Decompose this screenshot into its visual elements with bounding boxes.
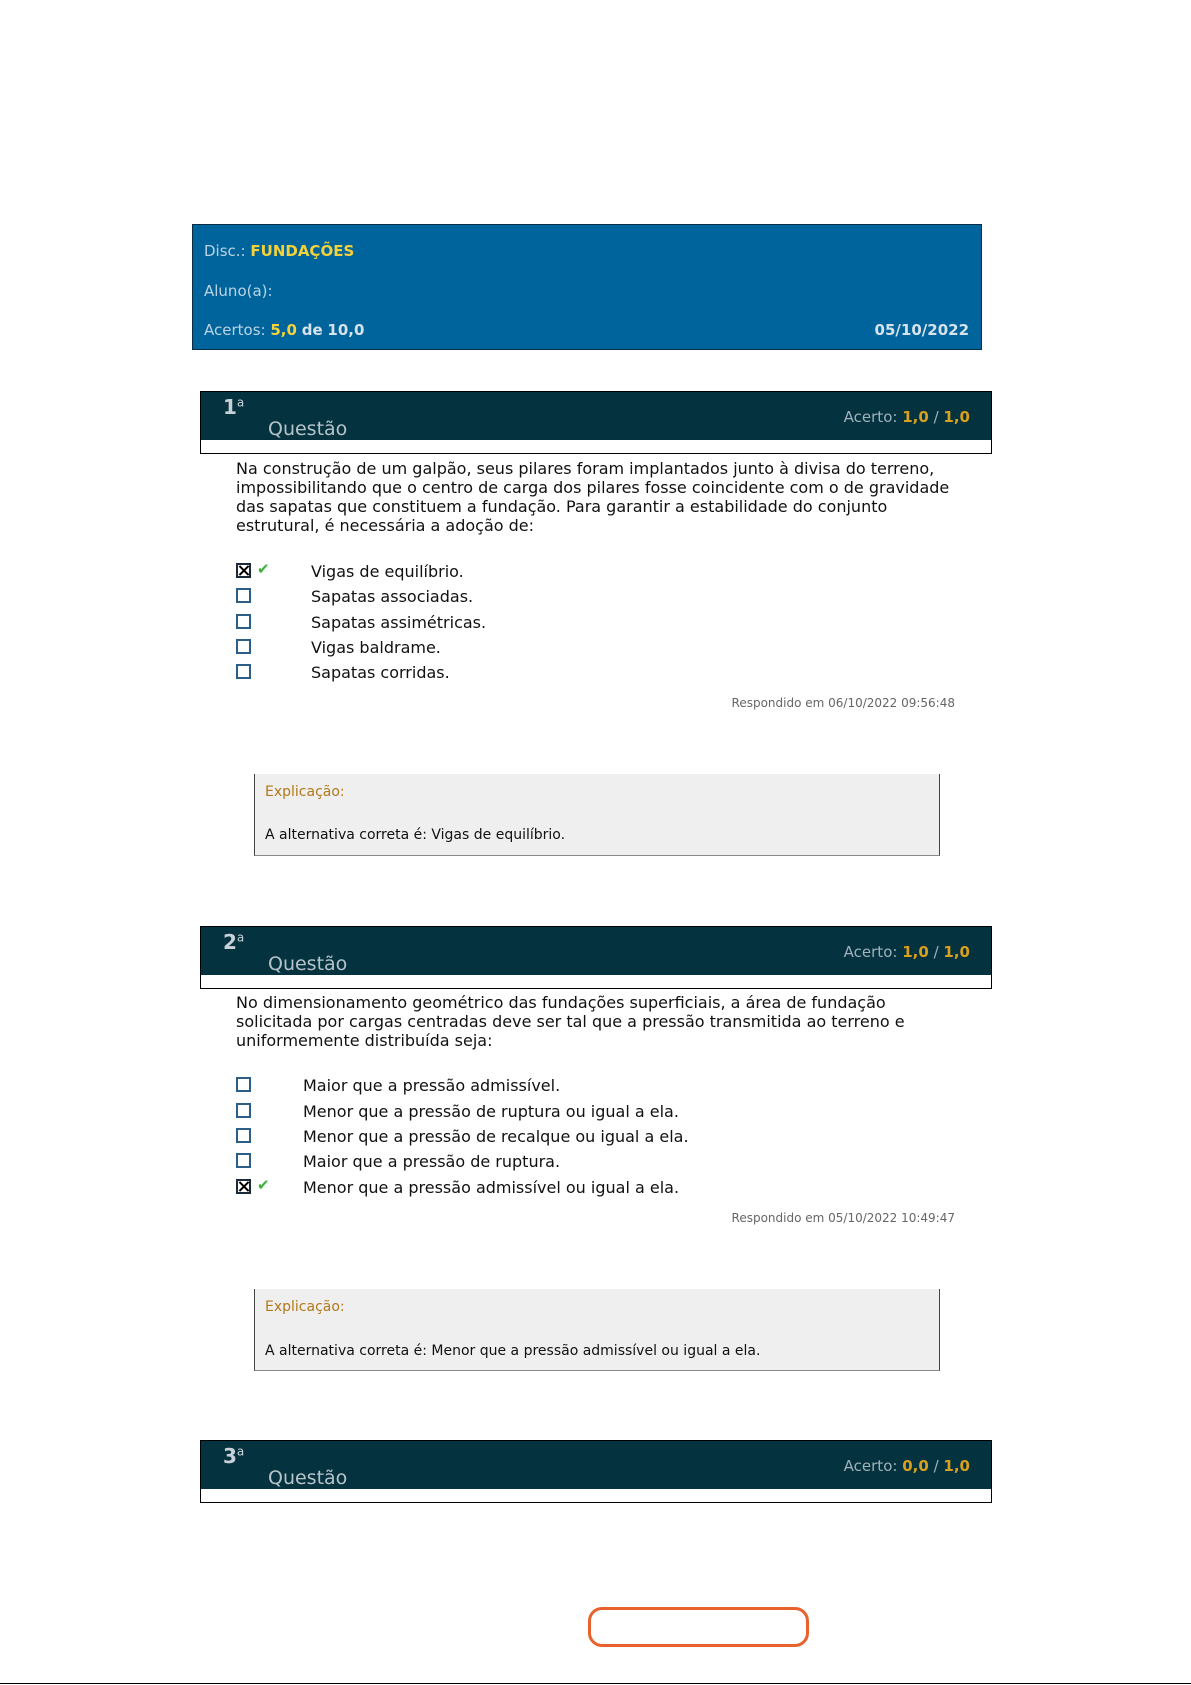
- question-1-option-1[interactable]: Vigas de equilíbrio.: [311, 562, 464, 581]
- question-2-text: No dimensionamento geométrico das fundações superficiais, a área de fundação solicitada por cargas centradas deve ser tal que a pressão transmitida ao terreno e uniformemente distribuída seja:: [236, 993, 905, 1050]
- question-2-option-5-checkbox[interactable]: [236, 1179, 251, 1194]
- question-1-header: [200, 391, 992, 454]
- question-2-bar: [201, 927, 991, 975]
- question-1-text: Na construção de um galpão, seus pilares foram implantados junto à divisa do terreno, impossibilitando que o centro de carga dos pilares fosse coincidente com o de gravidade das sapatas que constituem a fundação. Para garantir a estabilidade do conjunto estrutural, é necessária a adoção de:: [236, 459, 950, 535]
- question-2-header: [200, 926, 992, 989]
- question-3-header: [200, 1440, 992, 1503]
- question-1-explanation-title: Explicação:: [265, 784, 345, 800]
- question-1-option-5-checkbox[interactable]: [236, 664, 251, 679]
- question-2-answered-time: Respondido em 05/10/2022 10:49:47: [731, 1211, 955, 1225]
- question-2-option-1[interactable]: Maior que a pressão admissível.: [303, 1076, 561, 1095]
- question-3-score: Acerto: 0,0 / 1,0: [843, 1457, 970, 1475]
- question-2-option-5[interactable]: Menor que a pressão admissível ou igual a ela.: [303, 1178, 680, 1197]
- discipline-label: Disc.:: [204, 242, 246, 260]
- question-1-explanation-body: A alternativa correta é: Vigas de equilíbrio.: [265, 827, 566, 843]
- question-1-explanation: [254, 774, 940, 856]
- question-1-option-2[interactable]: Sapatas associadas.: [311, 587, 474, 606]
- score-label: Acertos:: [204, 321, 266, 339]
- question-1-option-5[interactable]: Sapatas corridas.: [311, 663, 450, 682]
- question-1-answered-time: Respondido em 06/10/2022 09:56:48: [731, 696, 955, 710]
- question-2-option-2[interactable]: Menor que a pressão de ruptura ou igual a ela.: [303, 1102, 679, 1121]
- student-label: Aluno(a):: [204, 282, 273, 300]
- question-2-explanation: [254, 1289, 940, 1371]
- question-2-correct-icon: ✔: [257, 1176, 270, 1194]
- question-1-option-4-checkbox[interactable]: [236, 639, 251, 654]
- discipline-value: FUNDAÇÕES: [250, 242, 355, 260]
- footer-divider: [0, 1683, 1191, 1684]
- question-1-bar: [201, 392, 991, 440]
- question-2-option-2-checkbox[interactable]: [236, 1103, 251, 1118]
- question-3-word: Questão: [268, 1467, 348, 1489]
- question-2-number: 2$^a$: [223, 930, 245, 954]
- question-2-option-4-checkbox[interactable]: [236, 1153, 251, 1168]
- question-2-option-4[interactable]: Maior que a pressão de ruptura.: [303, 1152, 561, 1171]
- question-1-option-3-checkbox[interactable]: [236, 614, 251, 629]
- question-1-correct-icon: ✔: [257, 560, 270, 578]
- bottom-action-button[interactable]: [588, 1607, 809, 1647]
- question-1-option-2-checkbox[interactable]: [236, 588, 251, 603]
- exam-header: [192, 224, 982, 350]
- question-2-option-1-checkbox[interactable]: [236, 1077, 251, 1092]
- question-2-word: Questão: [268, 953, 348, 975]
- question-2-score: Acerto: 1,0 / 1,0: [843, 943, 970, 961]
- question-1-option-1-checkbox[interactable]: [236, 563, 251, 578]
- question-2-option-3[interactable]: Menor que a pressão de recalque ou igual a ela.: [303, 1127, 689, 1146]
- discipline-line: [204, 242, 354, 260]
- score-value: 5,0: [270, 321, 297, 339]
- question-3-number: 3$^a$: [223, 1444, 245, 1468]
- question-1-option-3[interactable]: Sapatas assimétricas.: [311, 613, 487, 632]
- question-1-number: 1$^a$: [223, 395, 245, 419]
- question-1-word: Questão: [268, 418, 348, 440]
- score-line: [204, 321, 364, 339]
- question-2-explanation-title: Explicação:: [265, 1299, 345, 1315]
- question-1-option-4[interactable]: Vigas baldrame.: [311, 638, 441, 657]
- score-de: de: [301, 321, 323, 339]
- exam-date: 05/10/2022: [874, 321, 969, 339]
- question-3-bar: [201, 1441, 991, 1489]
- question-2-option-3-checkbox[interactable]: [236, 1128, 251, 1143]
- score-total: 10,0: [327, 321, 365, 339]
- student-line: [204, 282, 273, 300]
- question-1-score: Acerto: 1,0 / 1,0: [843, 408, 970, 426]
- question-2-explanation-body: A alternativa correta é: Menor que a pressão admissível ou igual a ela.: [265, 1343, 761, 1359]
